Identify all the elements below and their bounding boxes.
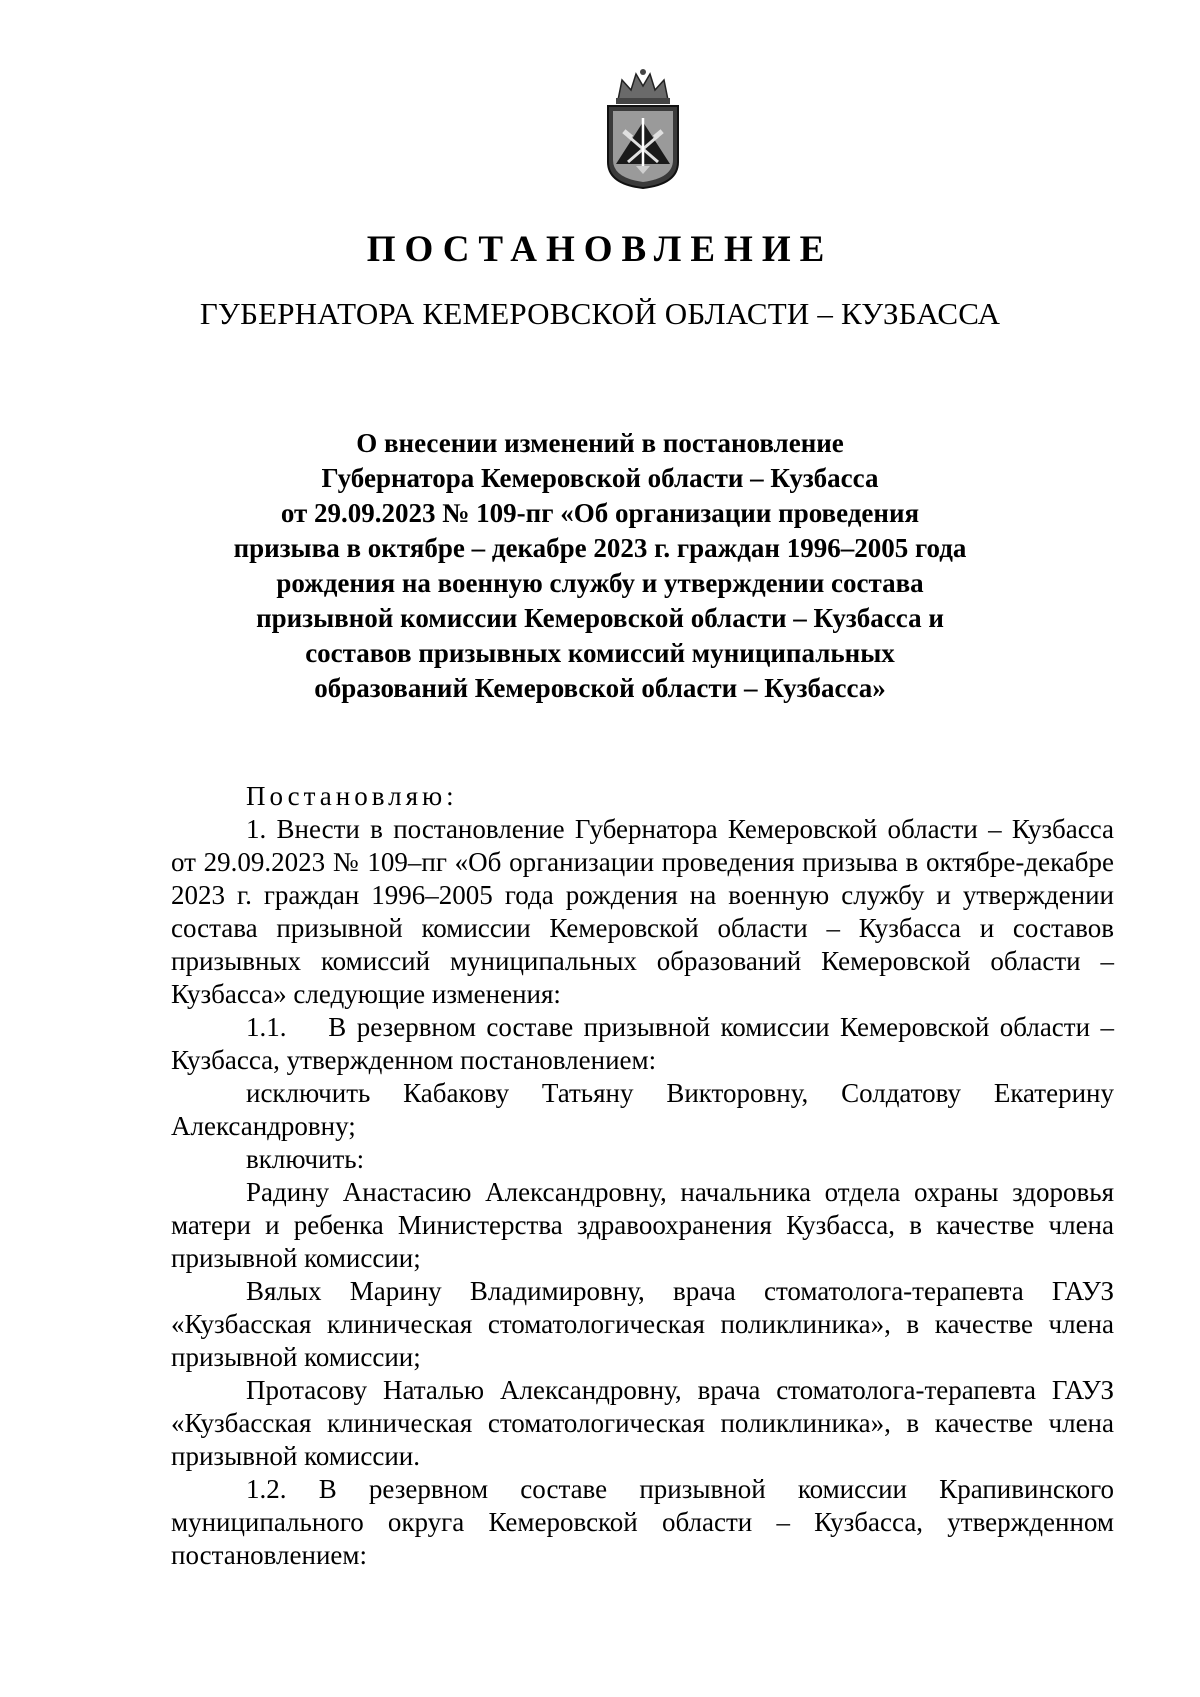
exclude-clause: исключить Кабакову Татьяну Викторовну, Солдатову Екатерину Александровну; — [171, 1078, 1114, 1141]
coat-of-arms-icon — [596, 66, 690, 190]
subject-line: призывной комиссии Кемеровской области – Кузбасса и — [256, 603, 944, 633]
included-person-1: Радину Анастасию Александровну, начальника отдела охраны здоровья матери и ребенка Министерства здравоохранения Кузбасса, в качестве члена призывной комиссии; — [171, 1177, 1114, 1273]
included-person-2: Вялых Марину Владимировну, врача стоматолога-терапевта ГАУЗ «Кузбасская клиническая стоматологическая поликлиника», в качестве члена призывной комиссии; — [171, 1276, 1114, 1372]
document-type-title: ПОСТАНОВЛЕНИЕ — [366, 229, 834, 270]
subject-line: образований Кемеровской области – Кузбасса» — [314, 673, 886, 703]
subject-line: составов призывных комиссий муниципальных — [305, 638, 895, 668]
subject-line: Губернатора Кемеровской области – Кузбасса — [321, 463, 879, 493]
subject-line: призыва в октябре – декабре 2023 г. граждан 1996–2005 года — [233, 533, 967, 563]
subject-line: от 29.09.2023 № 109-пг «Об организации проведения — [280, 498, 920, 528]
subject-line: рождения на военную службу и утверждении состава — [276, 568, 924, 598]
decree-word: Постановляю: — [246, 781, 458, 811]
include-clause: включить: — [246, 1144, 365, 1174]
paragraph-1-2: 1.2. В резервном составе призывной комиссии Крапивинского муниципального округа Кемеровской области – Кузбасса, утвержденном постановлением: — [171, 1474, 1114, 1570]
issuing-authority: ГУБЕРНАТОРА КЕМЕРОВСКОЙ ОБЛАСТИ – КУЗБАССА — [199, 296, 1001, 331]
paragraph-1-1: 1.1. В резервном составе призывной комиссии Кемеровской области – Кузбасса, утвержденном постановлением: — [171, 1012, 1114, 1075]
document-body — [171, 780, 1114, 1572]
paragraph-1: 1. Внести в постановление Губернатора Кемеровской области – Кузбасса от 29.09.2023 № 109–пг «Об организации проведения призыва в октябре-декабре 2023 г. граждан 1996–2005 года рождения на военную службу и утверждении состава призывной комиссии Кемеровской области – Кузбасса и составов призывных комиссий муниципальных образований Кемеровской области – Кузбасса» следующие изменения: — [171, 814, 1114, 1009]
included-person-3: Протасову Наталью Александровну, врача стоматолога-терапевта ГАУЗ «Кузбасская клиническая стоматологическая поликлиника», в качестве члена призывной комиссии. — [171, 1375, 1114, 1471]
document-subject — [0, 426, 1200, 706]
subject-line: О внесении изменений в постановление — [356, 428, 844, 458]
